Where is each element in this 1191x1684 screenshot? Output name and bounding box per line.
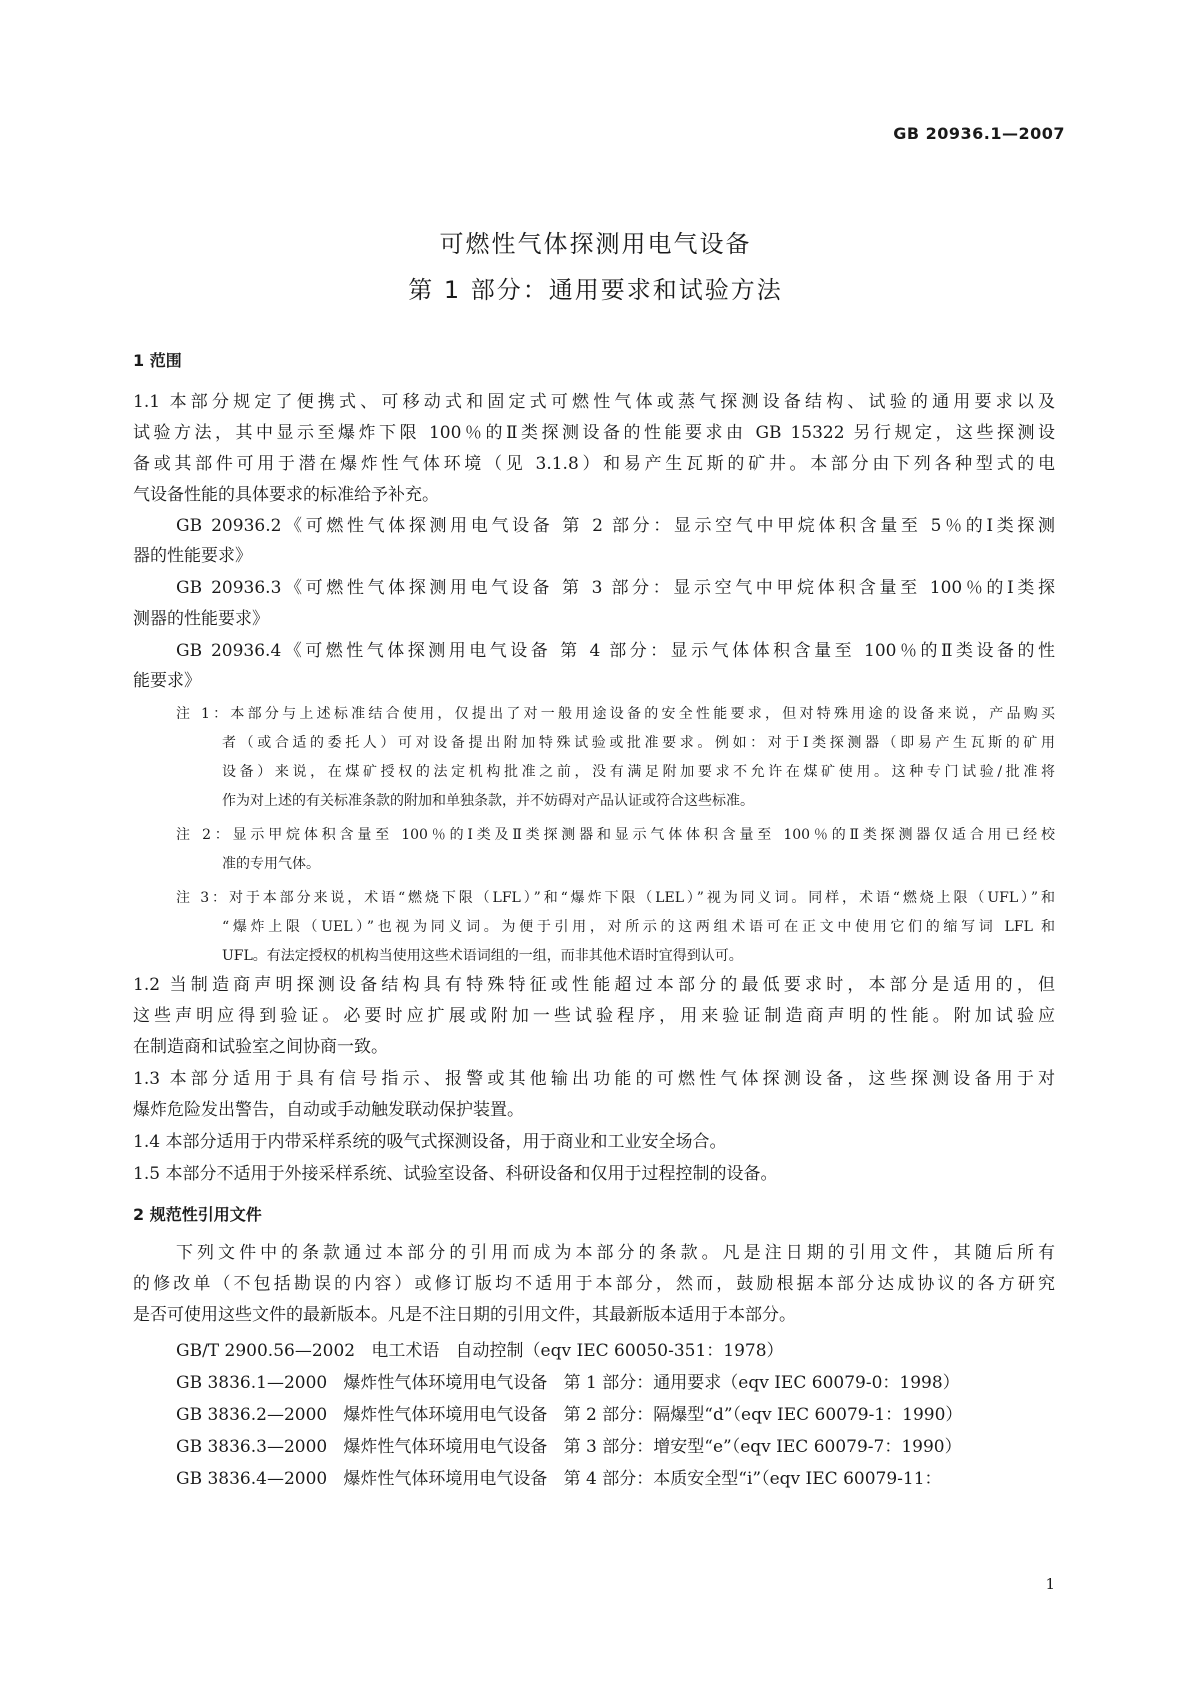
clause-1-1-line: 备或其部件可用于潜在爆炸性气体环境（见 3.1.8）和易产生瓦斯的矿井。本部分由下列各种型式的电 [133,454,1055,474]
clause-1-3-line: 爆炸危险发出警告，自动或手动触发联动保护装置。 [133,1100,524,1120]
clause-1-1-line: 气设备性能的具体要求的标准给予补充。 [133,485,439,505]
section-2-heading: 2 规范性引用文件 [133,1205,262,1224]
clause-1-2-line: 这些声明应得到验证。必要时应扩展或附加一些试验程序，用来验证制造商声明的性能。附加试验应 [133,1006,1055,1026]
clause-1-5: 1.5 本部分不适用于外接采样系统、试验室设备、科研设备和仅用于过程控制的设备。 [133,1164,778,1184]
document-title-line-1: 可燃性气体探测用电气设备 [439,230,752,258]
section-1-heading: 1 范围 [133,351,182,370]
note-1-line: 者（或合适的委托人）可对设备提出附加特殊试验或批准要求。例如：对于Ⅰ类探测器（即易产生瓦斯的矿用 [222,735,1055,751]
standard-list-item-cont: 能要求》 [133,671,201,691]
standard-list-item: GB 20936.4《可燃性气体探测用电气设备 第 4 部分：显示气体体积含量至 100％的Ⅱ类设备的性 [176,641,1055,661]
note-1-line: 设备）来说，在煤矿授权的法定机构批准之前，没有满足附加要求不允许在煤矿使用。这种专门试验/批准将 [222,764,1055,780]
section-2-intro-line: 是否可使用这些文件的最新版本。凡是不注日期的引用文件，其最新版本适用于本部分。 [133,1305,796,1325]
clause-1-2-line: 在制造商和试验室之间协商一致。 [133,1037,388,1057]
normative-reference: GB 3836.2—2000 爆炸性气体环境用电气设备 第 2 部分：隔爆型“d”（eqv IEC 60079-1：1990） [176,1405,963,1425]
standard-list-item: GB 20936.2《可燃性气体探测用电气设备 第 2 部分：显示空气中甲烷体积含量至 5％的Ⅰ类探测 [176,516,1055,536]
note-3-line: UFL。有法定授权的机构当使用这些术语词组的一组，而非其他术语时宜得到认可。 [222,948,743,964]
note-2-line: 准的专用气体。 [222,856,320,872]
clause-1-3-line: 1.3 本部分适用于具有信号指示、报警或其他输出功能的可燃性气体探测设备，这些探测设备用于对 [133,1069,1055,1089]
note-3-line: “爆炸上限（UEL）”也视为同义词。为便于引用，对所示的这两组术语可在正文中使用它们的缩写词 LFL 和 [222,919,1055,935]
standard-list-item-cont: 测器的性能要求》 [133,609,269,629]
note-3-line: 注 3：对于本部分来说，术语“燃烧下限（LFL）”和“爆炸下限（LEL）”视为同义词。同样，术语“燃烧上限（UFL）”和 [176,890,1055,906]
standard-code: GB 20936.1—2007 [893,124,1065,143]
clause-1-1-line: 试验方法，其中显示至爆炸下限 100％的Ⅱ类探测设备的性能要求由 GB 15322 另行规定，这些探测设 [133,423,1055,443]
clause-1-4: 1.4 本部分适用于内带采样系统的吸气式探测设备，用于商业和工业安全场合。 [133,1132,727,1152]
note-2-line: 注 2：显示甲烷体积含量至 100％的Ⅰ类及Ⅱ类探测器和显示气体体积含量至 100％的Ⅱ类探测器仅适合用已经校 [176,827,1055,843]
section-2-intro-line: 下列文件中的条款通过本部分的引用而成为本部分的条款。凡是注日期的引用文件，其随后所有 [176,1243,1055,1263]
note-1-line: 作为对上述的有关标准条款的附加和单独条款，并不妨碍对产品认证或符合这些标准。 [222,793,754,809]
standard-list-item: GB 20936.3《可燃性气体探测用电气设备 第 3 部分：显示空气中甲烷体积含量至 100％的Ⅰ类探 [176,578,1055,598]
normative-reference: GB 3836.1—2000 爆炸性气体环境用电气设备 第 1 部分：通用要求（eqv IEC 60079-0：1998） [176,1373,960,1393]
normative-reference: GB 3836.3—2000 爆炸性气体环境用电气设备 第 3 部分：增安型“e”（eqv IEC 60079-7：1990） [176,1437,962,1457]
clause-1-1-line: 1.1 本部分规定了便携式、可移动式和固定式可燃性气体或蒸气探测设备结构、试验的通用要求以及 [133,392,1055,412]
document-title-line-2: 第 1 部分：通用要求和试验方法 [408,276,783,304]
section-2-intro-line: 的修改单（不包括勘误的内容）或修订版均不适用于本部分，然而，鼓励根据本部分达成协议的各方研究 [133,1274,1055,1294]
standard-list-item-cont: 器的性能要求》 [133,546,252,566]
normative-reference: GB/T 2900.56—2002 电工术语 自动控制（eqv IEC 60050-351：1978） [176,1341,784,1361]
note-1-line: 注 1：本部分与上述标准结合使用，仅提出了对一般用途设备的安全性能要求，但对特殊用途的设备来说，产品购买 [176,706,1055,722]
page-number: 1 [1045,1575,1055,1593]
normative-reference: GB 3836.4—2000 爆炸性气体环境用电气设备 第 4 部分：本质安全型“i”（eqv IEC 60079-11： [176,1469,942,1489]
clause-1-2-line: 1.2 当制造商声明探测设备结构具有特殊特征或性能超过本部分的最低要求时，本部分是适用的，但 [133,975,1055,995]
